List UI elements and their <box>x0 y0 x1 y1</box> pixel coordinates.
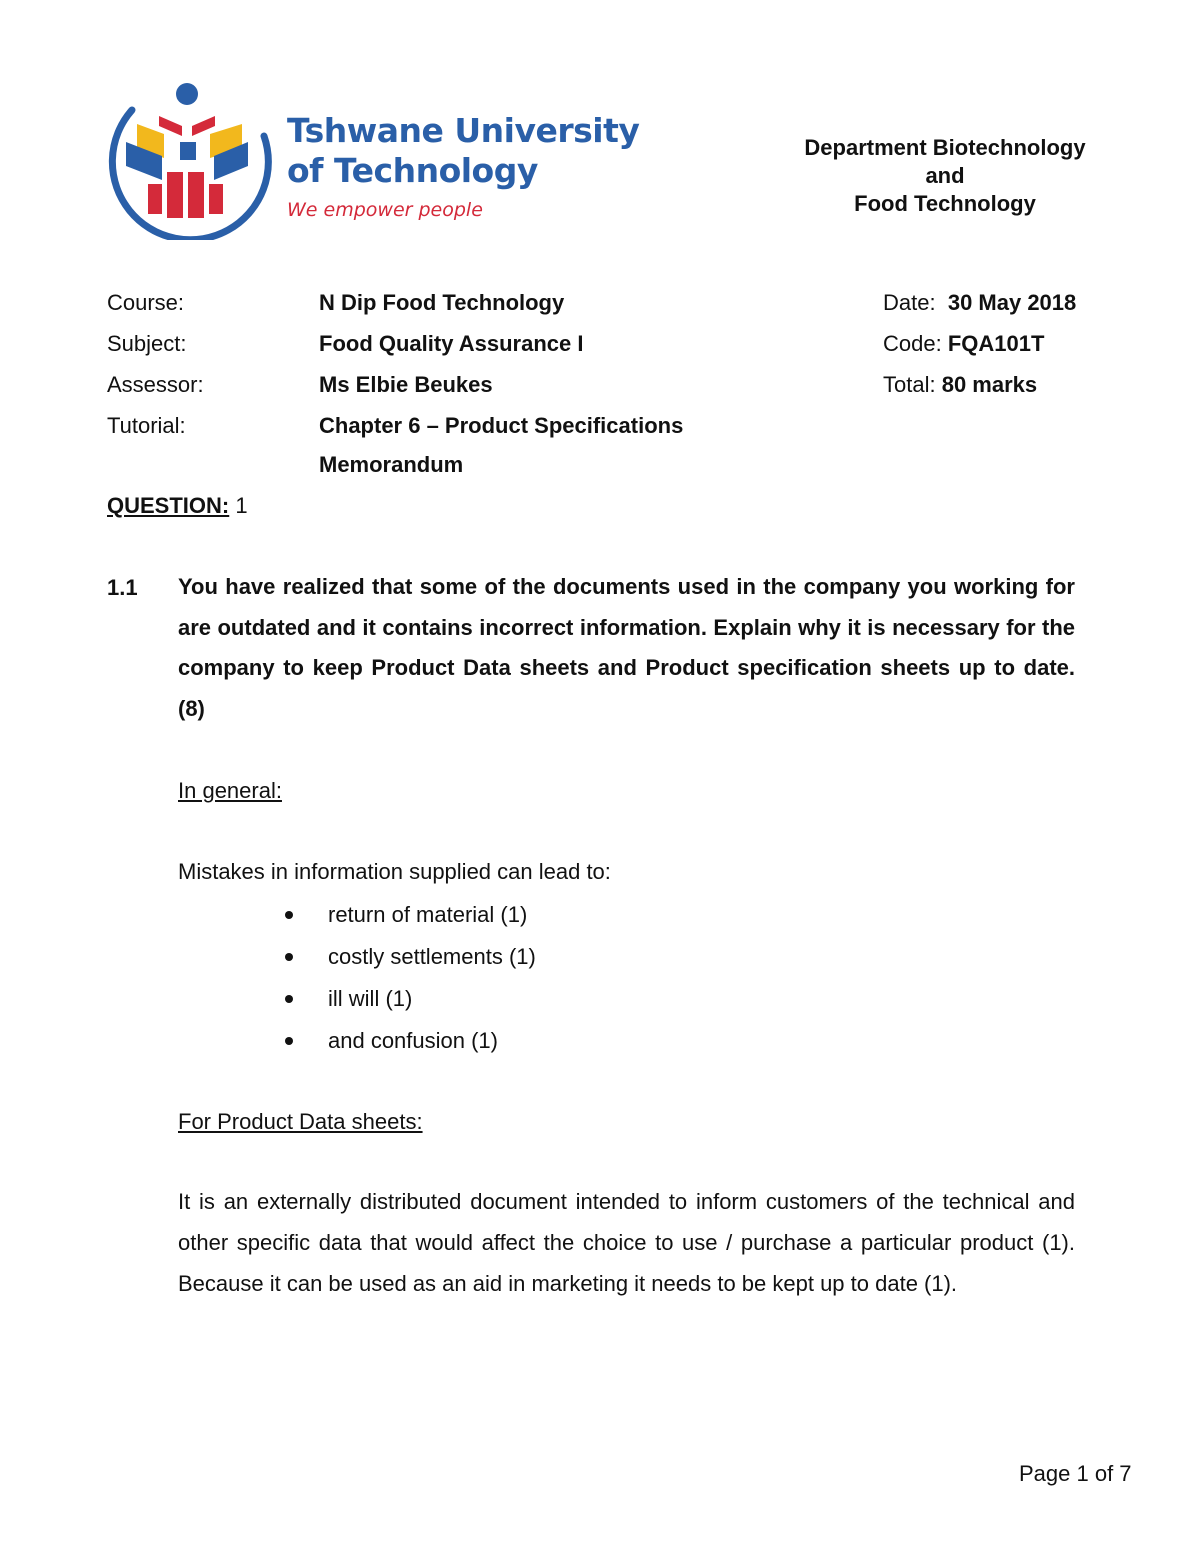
tut-emblem-icon <box>104 80 274 240</box>
department-line3: Food Technology <box>854 191 1036 216</box>
question-label: QUESTION: <box>107 493 230 518</box>
tutorial-value: Chapter 6 – Product Specifications <box>319 413 684 438</box>
date-field <box>883 290 1076 316</box>
date-label: Date: <box>883 290 936 315</box>
page-number: Page 1 of 7 <box>1019 1461 1132 1486</box>
in-general-heading: In general: <box>178 778 282 803</box>
list-item: costly settlements (1) <box>280 936 536 978</box>
question-1-1-number: 1.1 <box>107 575 138 600</box>
date-value: 30 May 2018 <box>947 290 1077 315</box>
tutorial-label: Tutorial: <box>107 413 186 438</box>
question-1-1-text: You have realized that some of the documents used in the company you working for are outdated and it contains incorrect information. Explain why it is necessary for the company to keep Product Data sheets and Product specification sheets up to date. (8) <box>178 574 1075 722</box>
subject-value: Food Quality Assurance I <box>319 331 584 356</box>
code-field <box>883 331 1044 357</box>
question-heading <box>107 493 248 519</box>
total-value: 80 marks <box>941 372 1038 397</box>
course-value: N Dip Food Technology <box>319 290 565 315</box>
mistakes-intro: Mistakes in information supplied can lead to: <box>178 859 611 884</box>
list-item: ill will (1) <box>280 978 536 1020</box>
code-label: Code: <box>883 331 942 356</box>
course-label: Course: <box>107 290 185 315</box>
list-item: return of material (1) <box>280 894 536 936</box>
question-number: 1 <box>235 493 248 518</box>
department-line1: Department Biotechnology <box>804 135 1086 160</box>
total-label: Total: <box>883 372 936 397</box>
subject-label: Subject: <box>107 331 187 356</box>
mistakes-list <box>280 894 536 1062</box>
data-sheets-paragraph: It is an externally distributed document intended to inform customers of the technical and other specific data that would affect the choice to use / purchase a particular product (1). Because it can be used as an aid in marketing it needs to be kept up to date (1). <box>178 1189 1075 1296</box>
department-line2: and <box>925 163 965 188</box>
assessor-label: Assessor: <box>107 372 204 397</box>
total-field <box>883 372 1037 398</box>
data-sheets-heading: For Product Data sheets: <box>178 1109 423 1134</box>
code-value: FQA101T <box>947 331 1045 356</box>
tutorial-value-line2: Memorandum <box>319 452 464 477</box>
logo-title-line1: Tshwane University <box>287 111 640 150</box>
logo-title-line2: of Technology <box>287 151 538 190</box>
list-item: and confusion (1) <box>280 1020 536 1062</box>
department-block <box>770 134 1120 218</box>
logo-tagline: We empower people <box>287 199 483 221</box>
assessor-value: Ms Elbie Beukes <box>319 372 493 397</box>
university-logo <box>104 80 640 240</box>
